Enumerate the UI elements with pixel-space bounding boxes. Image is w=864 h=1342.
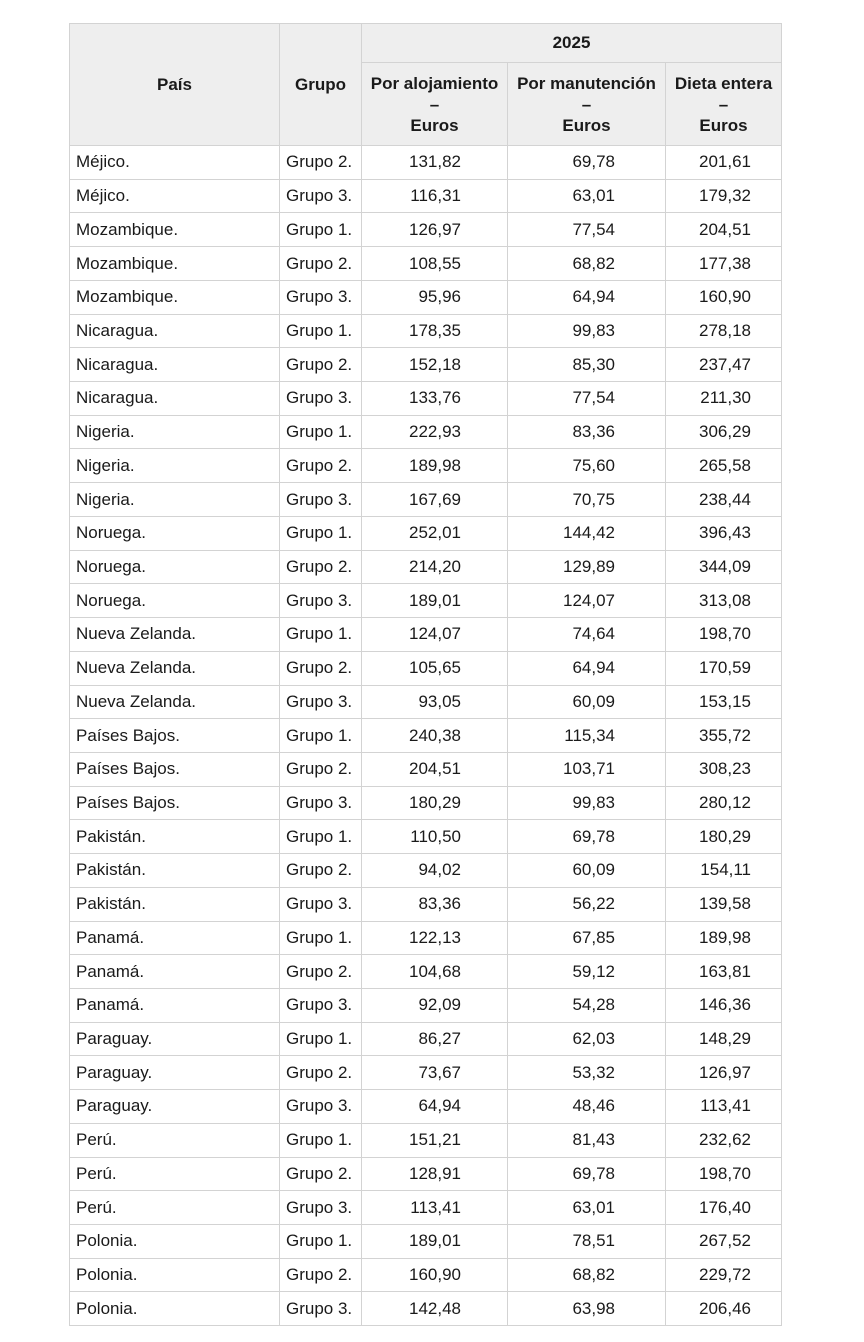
cell-grupo: Grupo 1.	[280, 314, 362, 348]
cell-alojamiento: 240,38	[362, 719, 508, 753]
cell-pais: Nueva Zelanda.	[70, 618, 280, 652]
cell-pais: Polonia.	[70, 1292, 280, 1326]
cell-manutencion: 59,12	[508, 955, 666, 989]
cell-manutencion: 67,85	[508, 921, 666, 955]
cell-alojamiento: 214,20	[362, 550, 508, 584]
cell-grupo: Grupo 3.	[280, 483, 362, 517]
cell-pais: Nigeria.	[70, 449, 280, 483]
cell-grupo: Grupo 1.	[280, 415, 362, 449]
cell-alojamiento: 95,96	[362, 280, 508, 314]
table-row	[70, 1022, 782, 1056]
cell-dieta: 232,62	[666, 1123, 782, 1157]
cell-grupo: Grupo 3.	[280, 179, 362, 213]
cell-manutencion: 69,78	[508, 1157, 666, 1191]
cell-manutencion: 60,09	[508, 685, 666, 719]
cell-manutencion: 144,42	[508, 516, 666, 550]
cell-dieta: 160,90	[666, 280, 782, 314]
table-row	[70, 820, 782, 854]
cell-dieta: 237,47	[666, 348, 782, 382]
cell-manutencion: 124,07	[508, 584, 666, 618]
cell-grupo: Grupo 1.	[280, 820, 362, 854]
cell-dieta: 313,08	[666, 584, 782, 618]
table-row	[70, 213, 782, 247]
cell-alojamiento: 189,01	[362, 1225, 508, 1259]
cell-dieta: 306,29	[666, 415, 782, 449]
cell-grupo: Grupo 2.	[280, 247, 362, 281]
table-row	[70, 1225, 782, 1259]
cell-alojamiento: 86,27	[362, 1022, 508, 1056]
cell-pais: Países Bajos.	[70, 752, 280, 786]
cell-dieta: 355,72	[666, 719, 782, 753]
cell-alojamiento: 113,41	[362, 1191, 508, 1225]
col-header-alojamiento-dash: –	[429, 94, 440, 114]
cell-alojamiento: 83,36	[362, 887, 508, 921]
col-header-year: 2025	[362, 24, 782, 63]
cell-grupo: Grupo 3.	[280, 280, 362, 314]
cell-manutencion: 53,32	[508, 1056, 666, 1090]
cell-grupo: Grupo 2.	[280, 854, 362, 888]
table-row	[70, 887, 782, 921]
cell-alojamiento: 204,51	[362, 752, 508, 786]
cell-pais: Mozambique.	[70, 280, 280, 314]
cell-grupo: Grupo 3.	[280, 1292, 362, 1326]
cell-alojamiento: 116,31	[362, 179, 508, 213]
cell-grupo: Grupo 2.	[280, 348, 362, 382]
cell-pais: Nicaragua.	[70, 382, 280, 416]
cell-manutencion: 63,98	[508, 1292, 666, 1326]
cell-alojamiento: 108,55	[362, 247, 508, 281]
table-row	[70, 382, 782, 416]
table-row	[70, 314, 782, 348]
cell-pais: Polonia.	[70, 1258, 280, 1292]
cell-dieta: 153,15	[666, 685, 782, 719]
cell-dieta: 238,44	[666, 483, 782, 517]
cell-manutencion: 69,78	[508, 820, 666, 854]
cell-manutencion: 62,03	[508, 1022, 666, 1056]
cell-grupo: Grupo 1.	[280, 516, 362, 550]
cell-pais: Paraguay.	[70, 1090, 280, 1124]
cell-manutencion: 60,09	[508, 854, 666, 888]
cell-dieta: 170,59	[666, 651, 782, 685]
cell-pais: Pakistán.	[70, 820, 280, 854]
cell-manutencion: 129,89	[508, 550, 666, 584]
cell-manutencion: 56,22	[508, 887, 666, 921]
table-header	[70, 24, 782, 146]
cell-grupo: Grupo 2.	[280, 752, 362, 786]
cell-grupo: Grupo 1.	[280, 1123, 362, 1157]
cell-grupo: Grupo 2.	[280, 1258, 362, 1292]
cell-grupo: Grupo 3.	[280, 685, 362, 719]
cell-alojamiento: 160,90	[362, 1258, 508, 1292]
cell-dieta: 179,32	[666, 179, 782, 213]
cell-manutencion: 68,82	[508, 1258, 666, 1292]
cell-manutencion: 77,54	[508, 382, 666, 416]
cell-dieta: 344,09	[666, 550, 782, 584]
cell-manutencion: 99,83	[508, 314, 666, 348]
table-row	[70, 348, 782, 382]
cell-alojamiento: 189,01	[362, 584, 508, 618]
cell-pais: Noruega.	[70, 584, 280, 618]
col-header-manutencion	[508, 63, 666, 146]
cell-pais: Perú.	[70, 1191, 280, 1225]
col-header-dieta-label: Dieta entera	[674, 73, 773, 93]
col-header-dieta-unit: Euros	[699, 115, 748, 135]
cell-alojamiento: 189,98	[362, 449, 508, 483]
cell-alojamiento: 104,68	[362, 955, 508, 989]
cell-dieta: 146,36	[666, 988, 782, 1022]
cell-pais: Nicaragua.	[70, 348, 280, 382]
cell-dieta: 265,58	[666, 449, 782, 483]
cell-dieta: 396,43	[666, 516, 782, 550]
cell-grupo: Grupo 2.	[280, 449, 362, 483]
cell-grupo: Grupo 3.	[280, 988, 362, 1022]
cell-manutencion: 70,75	[508, 483, 666, 517]
table-row	[70, 854, 782, 888]
cell-grupo: Grupo 1.	[280, 1225, 362, 1259]
cell-manutencion: 68,82	[508, 247, 666, 281]
cell-manutencion: 64,94	[508, 651, 666, 685]
cell-dieta: 267,52	[666, 1225, 782, 1259]
table-row	[70, 988, 782, 1022]
cell-pais: Paraguay.	[70, 1022, 280, 1056]
table-row	[70, 921, 782, 955]
cell-manutencion: 63,01	[508, 1191, 666, 1225]
cell-dieta: 198,70	[666, 618, 782, 652]
cell-manutencion: 115,34	[508, 719, 666, 753]
cell-manutencion: 54,28	[508, 988, 666, 1022]
cell-grupo: Grupo 1.	[280, 921, 362, 955]
cell-alojamiento: 73,67	[362, 1056, 508, 1090]
col-header-alojamiento	[362, 63, 508, 146]
cell-alojamiento: 122,13	[362, 921, 508, 955]
table-row	[70, 1191, 782, 1225]
table-row	[70, 483, 782, 517]
cell-dieta: 148,29	[666, 1022, 782, 1056]
table-row	[70, 584, 782, 618]
table-row	[70, 719, 782, 753]
cell-dieta: 201,61	[666, 146, 782, 180]
cell-pais: Paraguay.	[70, 1056, 280, 1090]
cell-dieta: 180,29	[666, 820, 782, 854]
cell-dieta: 198,70	[666, 1157, 782, 1191]
cell-alojamiento: 151,21	[362, 1123, 508, 1157]
table-row	[70, 1090, 782, 1124]
cell-alojamiento: 133,76	[362, 382, 508, 416]
cell-dieta: 154,11	[666, 854, 782, 888]
table-row	[70, 786, 782, 820]
cell-alojamiento: 178,35	[362, 314, 508, 348]
table-row	[70, 415, 782, 449]
cell-grupo: Grupo 3.	[280, 1090, 362, 1124]
cell-dieta: 278,18	[666, 314, 782, 348]
cell-dieta: 113,41	[666, 1090, 782, 1124]
cell-dieta: 229,72	[666, 1258, 782, 1292]
cell-grupo: Grupo 2.	[280, 1157, 362, 1191]
cell-pais: Mozambique.	[70, 247, 280, 281]
col-header-dieta-dash: –	[718, 94, 729, 114]
cell-pais: Panamá.	[70, 955, 280, 989]
cell-pais: Perú.	[70, 1157, 280, 1191]
cell-alojamiento: 180,29	[362, 786, 508, 820]
cell-pais: Méjico.	[70, 179, 280, 213]
cell-dieta: 163,81	[666, 955, 782, 989]
table-row	[70, 179, 782, 213]
cell-grupo: Grupo 1.	[280, 719, 362, 753]
cell-pais: Nigeria.	[70, 415, 280, 449]
cell-pais: Pakistán.	[70, 854, 280, 888]
cell-alojamiento: 252,01	[362, 516, 508, 550]
cell-grupo: Grupo 1.	[280, 1022, 362, 1056]
allowance-table	[69, 23, 782, 1326]
cell-alojamiento: 131,82	[362, 146, 508, 180]
cell-manutencion: 63,01	[508, 179, 666, 213]
cell-manutencion: 77,54	[508, 213, 666, 247]
table-row	[70, 550, 782, 584]
col-header-dieta	[666, 63, 782, 146]
cell-alojamiento: 128,91	[362, 1157, 508, 1191]
cell-pais: Nicaragua.	[70, 314, 280, 348]
cell-alojamiento: 126,97	[362, 213, 508, 247]
cell-pais: Perú.	[70, 1123, 280, 1157]
table-row	[70, 752, 782, 786]
cell-alojamiento: 167,69	[362, 483, 508, 517]
cell-grupo: Grupo 3.	[280, 786, 362, 820]
cell-dieta: 177,38	[666, 247, 782, 281]
cell-manutencion: 103,71	[508, 752, 666, 786]
cell-alojamiento: 94,02	[362, 854, 508, 888]
col-header-alojamiento-label: Por alojamiento	[370, 73, 499, 93]
cell-manutencion: 75,60	[508, 449, 666, 483]
cell-pais: Nigeria.	[70, 483, 280, 517]
cell-manutencion: 81,43	[508, 1123, 666, 1157]
cell-pais: Nueva Zelanda.	[70, 685, 280, 719]
cell-grupo: Grupo 2.	[280, 955, 362, 989]
cell-pais: Países Bajos.	[70, 786, 280, 820]
cell-dieta: 308,23	[666, 752, 782, 786]
cell-pais: Panamá.	[70, 921, 280, 955]
cell-pais: Noruega.	[70, 550, 280, 584]
table-row	[70, 1292, 782, 1326]
col-header-manutencion-unit: Euros	[562, 115, 611, 135]
table-row	[70, 1258, 782, 1292]
cell-dieta: 204,51	[666, 213, 782, 247]
table-row	[70, 955, 782, 989]
cell-pais: Polonia.	[70, 1225, 280, 1259]
table-row	[70, 146, 782, 180]
table-body	[70, 146, 782, 1326]
cell-dieta: 139,58	[666, 887, 782, 921]
cell-manutencion: 99,83	[508, 786, 666, 820]
cell-pais: Países Bajos.	[70, 719, 280, 753]
col-header-manutencion-dash: –	[581, 94, 592, 114]
cell-dieta: 176,40	[666, 1191, 782, 1225]
table-row	[70, 651, 782, 685]
cell-manutencion: 74,64	[508, 618, 666, 652]
col-header-alojamiento-unit: Euros	[410, 115, 459, 135]
cell-grupo: Grupo 1.	[280, 213, 362, 247]
cell-dieta: 206,46	[666, 1292, 782, 1326]
col-header-grupo: Grupo	[280, 24, 362, 146]
cell-pais: Pakistán.	[70, 887, 280, 921]
cell-dieta: 126,97	[666, 1056, 782, 1090]
cell-manutencion: 48,46	[508, 1090, 666, 1124]
cell-grupo: Grupo 3.	[280, 1191, 362, 1225]
cell-grupo: Grupo 3.	[280, 382, 362, 416]
cell-dieta: 280,12	[666, 786, 782, 820]
cell-grupo: Grupo 2.	[280, 651, 362, 685]
table-row	[70, 449, 782, 483]
cell-alojamiento: 152,18	[362, 348, 508, 382]
table-row	[70, 1157, 782, 1191]
cell-manutencion: 69,78	[508, 146, 666, 180]
cell-dieta: 189,98	[666, 921, 782, 955]
table-row	[70, 516, 782, 550]
cell-pais: Noruega.	[70, 516, 280, 550]
cell-alojamiento: 105,65	[362, 651, 508, 685]
cell-manutencion: 78,51	[508, 1225, 666, 1259]
col-header-manutencion-label: Por manutención	[517, 73, 656, 93]
cell-manutencion: 83,36	[508, 415, 666, 449]
cell-grupo: Grupo 3.	[280, 887, 362, 921]
cell-grupo: Grupo 2.	[280, 146, 362, 180]
col-header-pais: País	[70, 24, 280, 146]
cell-alojamiento: 64,94	[362, 1090, 508, 1124]
table-row	[70, 280, 782, 314]
cell-pais: Nueva Zelanda.	[70, 651, 280, 685]
table-row	[70, 1123, 782, 1157]
table-row	[70, 685, 782, 719]
table-row	[70, 618, 782, 652]
cell-grupo: Grupo 1.	[280, 618, 362, 652]
table-row	[70, 247, 782, 281]
cell-grupo: Grupo 3.	[280, 584, 362, 618]
cell-alojamiento: 142,48	[362, 1292, 508, 1326]
table-row	[70, 1056, 782, 1090]
cell-alojamiento: 110,50	[362, 820, 508, 854]
cell-grupo: Grupo 2.	[280, 550, 362, 584]
cell-alojamiento: 222,93	[362, 415, 508, 449]
cell-alojamiento: 124,07	[362, 618, 508, 652]
cell-grupo: Grupo 2.	[280, 1056, 362, 1090]
cell-alojamiento: 93,05	[362, 685, 508, 719]
cell-manutencion: 85,30	[508, 348, 666, 382]
cell-dieta: 211,30	[666, 382, 782, 416]
cell-alojamiento: 92,09	[362, 988, 508, 1022]
cell-pais: Mozambique.	[70, 213, 280, 247]
cell-pais: Méjico.	[70, 146, 280, 180]
cell-pais: Panamá.	[70, 988, 280, 1022]
cell-manutencion: 64,94	[508, 280, 666, 314]
